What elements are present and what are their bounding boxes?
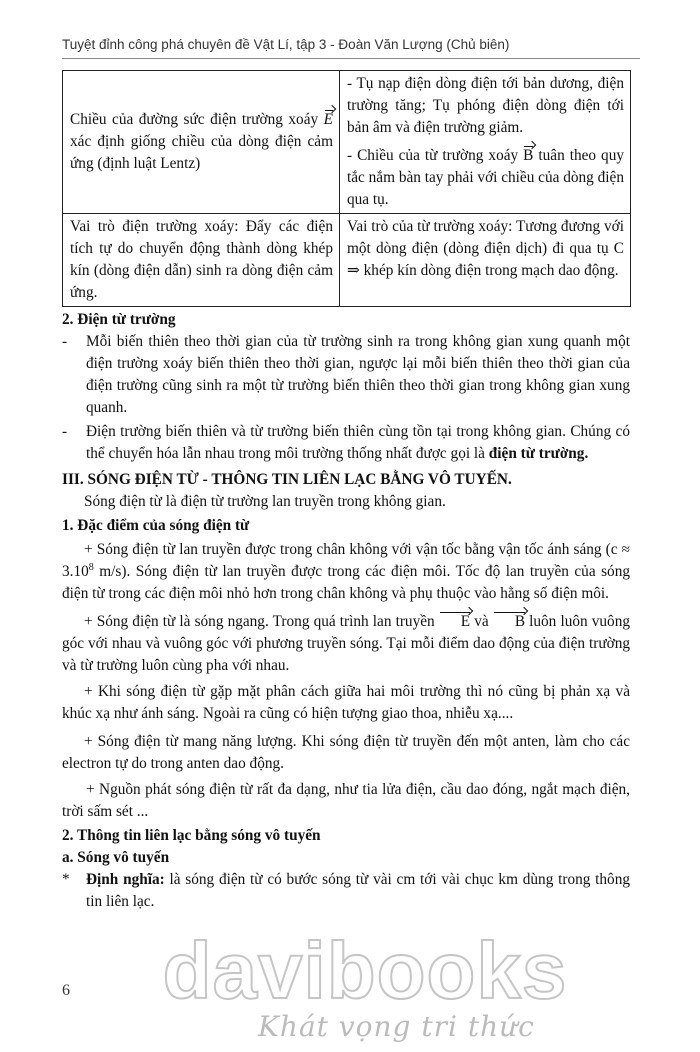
- feature-paragraph: + Sóng điện từ lan truyền được trong chân không với vận tốc bằng vận tốc ánh sáng ($c \approx 3.10^8$ m/s). Sóng điện từ lan truyền được trong các điện môi. Tốc độ lan truyền của sóng điện từ trong các điện môi nhỏ hơn trong chân không và phụ thuộc vào hằng số điện môi.: [62, 541, 630, 602]
- comparison-table: [62, 70, 631, 307]
- list-item: - Mỗi biến thiên theo thời gian của từ trường sinh ra trong không gian xung quanh một điện trường xoáy biến thiên theo thời gian, ngược lại mỗi biến thiên theo thời gian của điện trường cũng sinh ra một từ trường biến thiên theo thời gian trong không gian xung quanh.: [62, 333, 630, 416]
- section-heading: 2. Thông tin liên lạc bằng sóng vô tuyến: [62, 827, 321, 844]
- table-cell: Vai trò điện trường xoáy: Đẩy các điện tích tự do chuyển động thành dòng khép kín (dòng điện dẫn) sinh ra dòng điện cảm ứng.: [63, 214, 340, 307]
- star-bullet: *: [62, 871, 70, 888]
- definition-item: * Định nghĩa: là sóng điện từ có bước sóng từ vài cm tới vài chục km dùng trong thông tin liên lạc.: [62, 871, 630, 910]
- feature-paragraph: + Nguồn phát sóng điện từ rất đa dạng, như tia lửa điện, cầu dao đóng, ngắt mạch điện, trời sấm sét ...: [62, 781, 630, 820]
- running-header: [62, 37, 640, 59]
- table-cell: [340, 71, 631, 214]
- page-number: 6: [62, 982, 70, 999]
- vector-b-symbol: B: [523, 145, 533, 167]
- vector-b-symbol: B: [493, 611, 525, 633]
- page-content: [62, 70, 630, 913]
- section-heading: 2. Điện từ trường: [62, 311, 176, 328]
- vector-e-symbol: E: [324, 109, 333, 131]
- table-cell: Chiều của đường sức điện trường xoáy E xác định giống chiều của dòng điện cảm ứng (định luật Lentz): [63, 71, 340, 214]
- watermark-brand: davibooks: [162, 926, 568, 1015]
- feature-paragraph: + Sóng điện từ là sóng ngang. Trong quá trình lan truyền E và B luôn luôn vuông góc với nhau và vuông góc với phương truyền sóng. Tại mỗi điểm dao động của điện trường và từ trường luôn cùng pha với nhau.: [62, 613, 630, 674]
- table-row: [63, 214, 631, 307]
- cell-paragraph: - Chiều của từ trường xoáy B tuân theo quy tắc nắm bàn tay phải với chiều của dòng điện qua tụ.: [347, 147, 624, 208]
- dash-bullet: -: [62, 423, 68, 440]
- subsection-heading: a. Sóng vô tuyến: [62, 849, 170, 866]
- section-heading: 1. Đặc điểm của sóng điện từ: [62, 517, 250, 534]
- list-item: - Điện trường biến thiên và từ trường biến thiên cùng tồn tại trong không gian. Chúng có thể chuyển hóa lẫn nhau trong môi trường thống nhất được gọi là điện từ trường.: [62, 423, 630, 462]
- running-title: Tuyệt đỉnh công phá chuyên đề Vật Lí, tập 3 - Đoàn Văn Lượng (Chủ biên): [62, 37, 510, 52]
- table-cell: Vai trò của từ trường xoáy: Tương đương với một dòng điện (dòng điện dịch) đi qua tụ C ⇒ khép kín dòng điện trong mạch dao động.: [340, 214, 631, 307]
- watermark-slogan: Khát vọng tri thức: [258, 1010, 535, 1043]
- intro-text: Sóng điện từ là điện từ trường lan truyền trong không gian.: [84, 493, 446, 510]
- vector-e-symbol: E: [439, 611, 470, 633]
- feature-paragraph: + Khi sóng điện từ gặp mặt phân cách giữa hai môi trường thì nó cũng bị phản xạ và khúc xạ như ánh sáng. Ngoài ra cũng có hiện tượng giao thoa, nhiễu xạ....: [62, 683, 630, 722]
- dash-bullet: -: [62, 333, 68, 350]
- table-row: [63, 71, 631, 214]
- chapter-heading: III. SÓNG ĐIỆN TỪ - THÔNG TIN LIÊN LẠC BẰNG VÔ TUYẾN.: [62, 471, 512, 488]
- feature-paragraph: + Sóng điện từ mang năng lượng. Khi sóng điện từ truyền đến một anten, làm cho các electron tự do trong anten dao động.: [62, 733, 630, 772]
- cell-paragraph: - Tụ nạp điện dòng điện tới bản dương, điện trường tăng; Tụ phóng điện dòng điện tới bản âm và điện trường giảm.: [347, 75, 624, 136]
